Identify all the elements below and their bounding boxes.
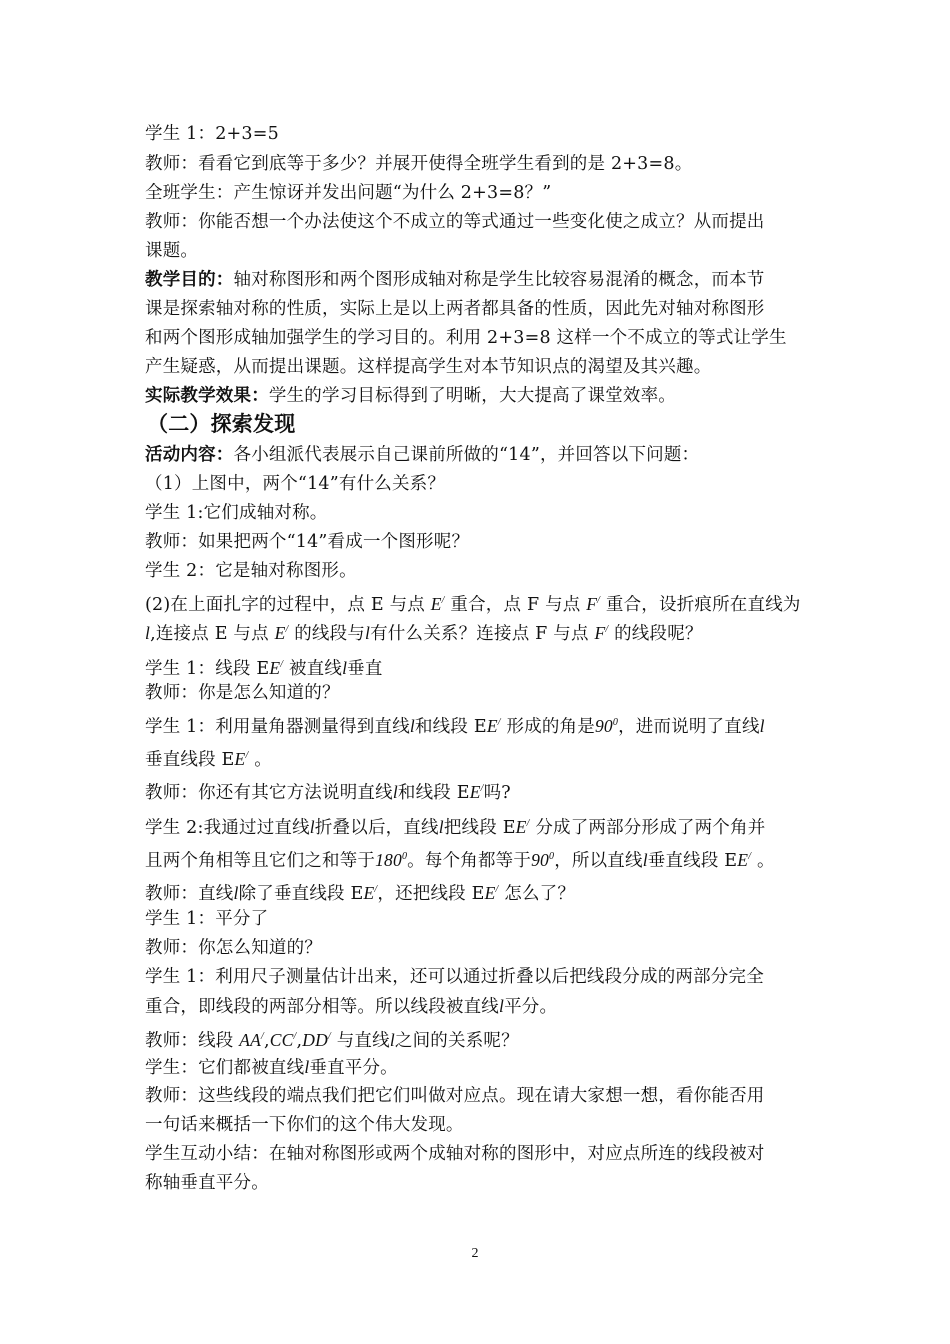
text-line: 教师：看看它到底等于多少？并展开使得全班学生看到的是 2+3=8。 <box>145 154 693 174</box>
question-2-line: l,连接点 E 与点 E/ 的线段与l有什么关系？连接点 F 与点 F/ 的线段呢？ <box>145 623 703 644</box>
math-F-prime: F/ <box>586 594 601 614</box>
text-line: 教师：这些线段的端点我们把它们叫做对应点。现在请大家想一想，看你能否用 <box>145 1086 765 1106</box>
math-l: l <box>438 817 444 837</box>
math-degree-90: $90^0$ <box>594 716 619 736</box>
text-line: 学生 1:它们成轴对称。 <box>145 503 328 523</box>
math-CC-prime: CC/ <box>269 1030 297 1050</box>
math-degree-180: $180^0$ <box>375 850 408 870</box>
text-line: 教师：线段 AA/,CC/,DD/ 与直线l之间的关系呢？ <box>145 1030 519 1051</box>
math-DD-prime: DD/ <box>302 1030 331 1050</box>
activity-line <box>145 441 699 469</box>
text-line: 教师：直线l除了垂直线段 EE/，还把线段 EE/ 怎么了？ <box>145 883 576 904</box>
math-l: l <box>409 716 415 736</box>
math-E-prime: E/ <box>274 623 289 643</box>
math-l: l <box>499 996 505 1016</box>
math-degree-90: $90^0$ <box>531 850 555 870</box>
text-line: 重合，即线段的两部分相等。所以线段被直线l平分。 <box>145 996 558 1017</box>
math-l: l <box>304 1057 310 1077</box>
text-line: 课题。 <box>145 241 199 261</box>
section-heading: （二）探索发现 <box>147 412 296 436</box>
text-line: 学生 1：利用量角器测量得到直线l和线段 EE/ 形成的角是$90^0$，进而说明了直线l <box>145 716 765 737</box>
activity-text: 各小组派代表展示自己课前所做的“14”，并回答以下问题： <box>233 445 700 465</box>
math-E-prime: E/ <box>484 883 499 903</box>
text-line: 学生 2：它是轴对称图形。 <box>145 561 357 581</box>
text-line: 学生：它们都被直线l垂直平分。 <box>145 1057 398 1078</box>
teaching-effect-label: 实际教学效果： <box>145 386 269 406</box>
text-line: 全班学生：产生惊讶并发出问题“为什么 2+3=8？” <box>145 183 552 203</box>
text-line: 且两个角相等且它们之和等于$180^0$。每个角都等于$90^0$，所以直线l垂直线段 EE/ 。 <box>145 850 775 871</box>
math-l: l <box>642 850 648 870</box>
math-E-prime: E/ <box>486 716 501 736</box>
text-line: 学生互动小结：在轴对称图形或两个成轴对称的图形中，对应点所连的线段被对 <box>145 1144 765 1164</box>
math-E-prime: E/ <box>269 658 284 678</box>
text-line: 教师：如果把两个“14”看成一个图形呢？ <box>145 532 470 552</box>
math-AA-prime: AA/ <box>239 1030 265 1050</box>
math-l: l <box>365 623 371 643</box>
activity-label: 活动内容： <box>145 445 234 465</box>
text-line: 一句话来概括一下你们的这个伟大发现。 <box>145 1115 464 1135</box>
text-line: 教师：你怎么知道的？ <box>145 938 322 958</box>
math-E-prime: E/ <box>363 883 378 903</box>
text-line: 课是探索轴对称的性质，实际上是以上两者都具备的性质，因此先对轴对称图形 <box>145 299 765 319</box>
text-line: 教师：你还有其它方法说明直线l和线段 EE/吗? <box>145 782 511 803</box>
text-line: 教师：你能否想一个办法使这个不成立的等式通过一些变化使之成立？从而提出 <box>145 212 765 232</box>
question-2-line: (2)在上面扎字的过程中，点 E 与点 E/ 重合，点 F 与点 F/ 重合，设折痕所在直线为 <box>145 594 801 615</box>
math-l: l <box>309 817 315 837</box>
text-line: 产生疑惑，从而提出课题。这样提高学生对本节知识点的渴望及其兴趣。 <box>145 357 712 377</box>
teaching-purpose-text: 轴对称图形和两个图形成轴对称是学生比较容易混淆的概念，而本节 <box>233 270 765 290</box>
teaching-purpose-label: 教学目的： <box>145 270 234 290</box>
math-l: l <box>145 623 151 643</box>
math-E-prime: E/ <box>737 850 752 870</box>
teaching-purpose-line <box>145 266 765 294</box>
page-number: 2 <box>471 1246 479 1261</box>
teaching-effect-line <box>145 382 676 410</box>
text-line: 学生 1：平分了 <box>145 909 269 929</box>
text-line: 称轴垂直平分。 <box>145 1173 269 1193</box>
math-l: l <box>389 1030 395 1050</box>
math-E-prime: E/ <box>515 817 530 837</box>
math-E-prime: E/ <box>469 782 484 802</box>
math-E-prime: E/ <box>234 749 249 769</box>
math-l: l <box>342 658 348 678</box>
math-l: l <box>392 782 398 802</box>
math-F-prime: F/ <box>594 623 609 643</box>
text-line: 学生 1：利用尺子测量估计出来，还可以通过折叠以后把线段分成的两部分完全 <box>145 967 764 987</box>
text-line: 垂直线段 EE/ 。 <box>145 749 272 770</box>
math-E-prime: E/ <box>430 594 445 614</box>
text-line: 和两个图形成轴加强学生的学习目的。利用 2+3=8 这样一个不成立的等式让学生 <box>145 328 787 348</box>
math-l: l <box>233 883 239 903</box>
text-line: （1）上图中，两个“14”有什么关系？ <box>145 474 446 494</box>
text-line: 学生 1：2+3=5 <box>145 124 279 144</box>
text-line: 教师：你是怎么知道的？ <box>145 683 340 703</box>
text-line: 学生 2:我通过过直线l折叠以后，直线l把线段 EE/ 分成了两部分形成了两个角并 <box>145 817 766 838</box>
text-line: 学生 1：线段 EE/ 被直线l垂直 <box>145 658 383 679</box>
math-l: l <box>759 716 765 736</box>
teaching-effect-text: 学生的学习目标得到了明晰，大大提高了课堂效率。 <box>268 386 677 406</box>
